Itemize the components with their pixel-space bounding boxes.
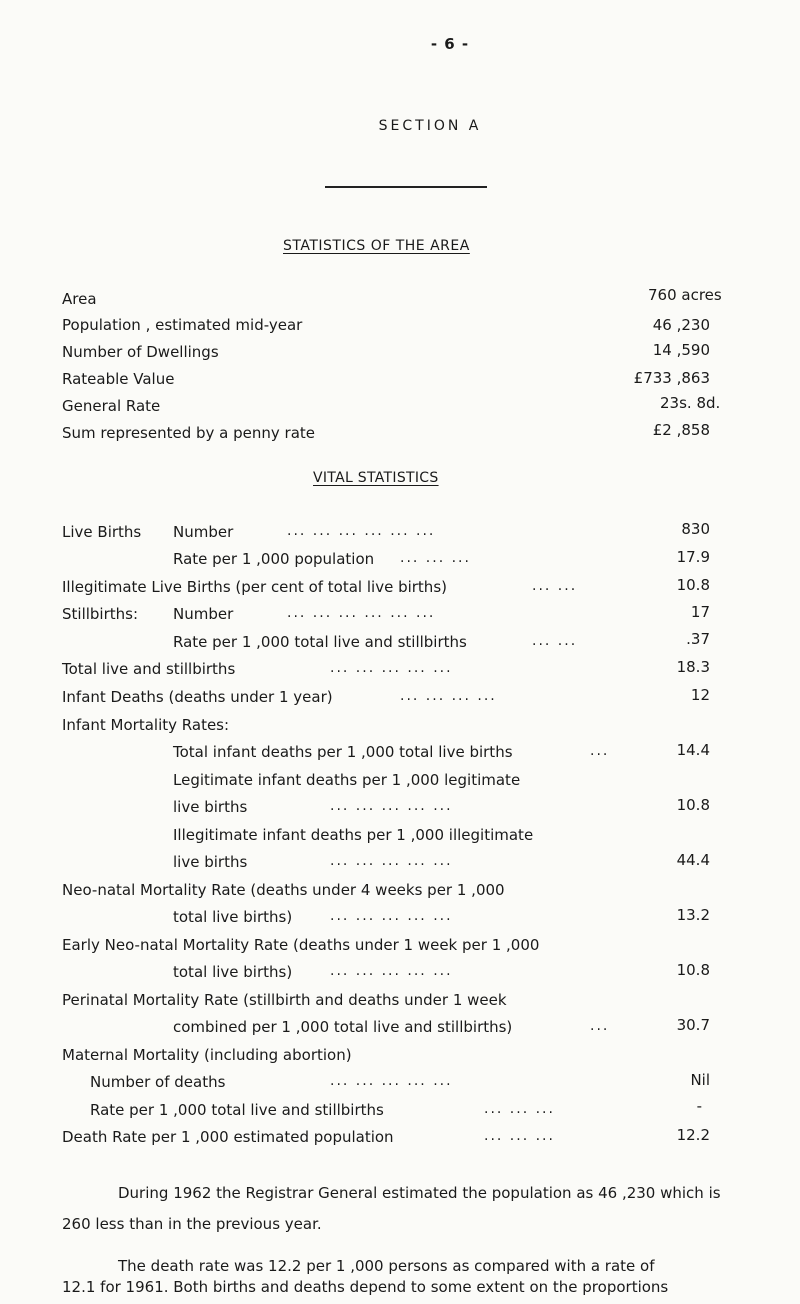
maternal-rate-label: Rate per 1 ,000 total live and stillbirths xyxy=(90,1101,384,1119)
penny-rate-label: Sum represented by a penny rate xyxy=(62,424,316,442)
perinatal-label-line1: Perinatal Mortality Rate (stillbirth and deaths under 1 week xyxy=(62,991,507,1009)
leader-dots: ... ... ... ... ... xyxy=(330,963,453,979)
legitimate-infant-value: 10.8 xyxy=(676,796,710,814)
perinatal-label-line2: combined per 1 ,000 total live and stillbirths) xyxy=(173,1018,513,1036)
legitimate-infant-label-line1: Legitimate infant deaths per 1 ,000 legitimate xyxy=(173,771,521,789)
early-neonatal-label-line2: total live births) xyxy=(173,963,293,981)
general-rate-label: General Rate xyxy=(62,397,161,415)
leader-dots: ... ... ... ... xyxy=(400,688,497,704)
leader-dots: ... ... ... ... ... xyxy=(330,660,453,676)
illegitimate-births-label: Illegitimate Live Births (per cent of total live births) xyxy=(62,578,447,596)
area-statistics-heading: STATISTICS OF THE AREA xyxy=(283,238,470,254)
paragraph-1-line-1: During 1962 the Registrar General estimated the population as 46 ,230 which is xyxy=(118,1184,721,1202)
total-live-stillbirths-value: 18.3 xyxy=(676,658,710,676)
neonatal-label-line1: Neo-natal Mortality Rate (deaths under 4 weeks per 1 ,000 xyxy=(62,881,505,899)
penny-rate-value: £2 ,858 xyxy=(652,421,710,439)
leader-dots: ... ... ... xyxy=(400,550,471,566)
early-neonatal-label-line1: Early Neo-natal Mortality Rate (deaths under 1 week per 1 ,000 xyxy=(62,936,540,954)
section-divider xyxy=(325,186,487,188)
illegitimate-infant-value: 44.4 xyxy=(676,851,710,869)
vital-statistics-heading: VITAL STATISTICS xyxy=(313,470,439,486)
paragraph-2-line-1: The death rate was 12.2 per 1 ,000 persons as compared with a rate of xyxy=(118,1257,655,1275)
early-neonatal-value: 10.8 xyxy=(676,961,710,979)
live-births-number-value: 830 xyxy=(681,520,710,538)
stillbirths-number-value: 17 xyxy=(690,603,710,621)
leader-dots: ... ... ... xyxy=(484,1101,555,1117)
leader-dots: ... ... ... ... ... ... xyxy=(287,523,436,539)
infant-deaths-label: Infant Deaths (deaths under 1 year) xyxy=(62,688,333,706)
total-infant-deaths-label: Total infant deaths per 1 ,000 total live births xyxy=(173,743,513,761)
leader-dots: ... ... ... ... ... xyxy=(330,853,453,869)
illegitimate-infant-label-line2: live births xyxy=(173,853,248,871)
leader-dots: ... xyxy=(590,1018,610,1034)
stillbirths-number-label: Number xyxy=(173,605,234,623)
total-infant-deaths-value: 14.4 xyxy=(676,741,710,759)
page-number: - 6 - xyxy=(430,35,470,53)
leader-dots: ... ... xyxy=(532,633,578,649)
neonatal-value: 13.2 xyxy=(676,906,710,924)
live-births-rate-label: Rate per 1 ,000 population xyxy=(173,550,375,568)
maternal-number-value: Nil xyxy=(690,1071,710,1089)
illegitimate-births-value: 10.8 xyxy=(676,576,710,594)
general-rate-value: 23s. 8d. xyxy=(660,394,721,412)
rateable-value-value: £733 ,863 xyxy=(633,369,710,387)
rateable-value-label: Rateable Value xyxy=(62,370,175,388)
legitimate-infant-label-line2: live births xyxy=(173,798,248,816)
leader-dots: ... ... ... xyxy=(484,1128,555,1144)
stillbirths-rate-value: .37 xyxy=(686,630,710,648)
leader-dots: ... ... ... ... ... xyxy=(330,798,453,814)
total-live-stillbirths-label: Total live and stillbirths xyxy=(62,660,236,678)
dwellings-label: Number of Dwellings xyxy=(62,343,219,361)
leader-dots: ... ... ... ... ... ... xyxy=(287,605,436,621)
area-value: 760 acres xyxy=(648,286,722,304)
infant-deaths-value: 12 xyxy=(690,686,710,704)
maternal-mortality-heading: Maternal Mortality (including abortion) xyxy=(62,1046,352,1064)
maternal-rate-value: - xyxy=(696,1097,702,1115)
area-label: Area xyxy=(62,290,97,308)
population-value: 46 ,230 xyxy=(652,316,710,334)
dwellings-value: 14 ,590 xyxy=(652,341,710,359)
live-births-number-label: Number xyxy=(173,523,234,541)
leader-dots: ... ... ... ... ... xyxy=(330,908,453,924)
neonatal-label-line2: total live births) xyxy=(173,908,293,926)
stillbirths-rate-label: Rate per 1 ,000 total live and stillbirths xyxy=(173,633,467,651)
paragraph-1-line-2: 260 less than in the previous year. xyxy=(62,1215,322,1233)
leader-dots: ... ... ... ... ... xyxy=(330,1073,453,1089)
leader-dots: ... xyxy=(590,743,610,759)
perinatal-value: 30.7 xyxy=(676,1016,710,1034)
live-births-rate-value: 17.9 xyxy=(676,548,710,566)
maternal-number-label: Number of deaths xyxy=(90,1073,226,1091)
stillbirths-prefix: Stillbirths: xyxy=(62,605,139,623)
live-births-prefix: Live Births xyxy=(62,523,142,541)
section-title: SECTION A xyxy=(378,118,482,134)
infant-mortality-heading: Infant Mortality Rates: xyxy=(62,716,230,734)
population-label: Population , estimated mid-year xyxy=(62,316,303,334)
death-rate-value: 12.2 xyxy=(676,1126,710,1144)
leader-dots: ... ... xyxy=(532,578,578,594)
death-rate-label: Death Rate per 1 ,000 estimated population xyxy=(62,1128,394,1146)
paragraph-2-line-2: 12.1 for 1961. Both births and deaths depend to some extent on the proportions xyxy=(62,1278,669,1296)
illegitimate-infant-label-line1: Illegitimate infant deaths per 1 ,000 illegitimate xyxy=(173,826,534,844)
